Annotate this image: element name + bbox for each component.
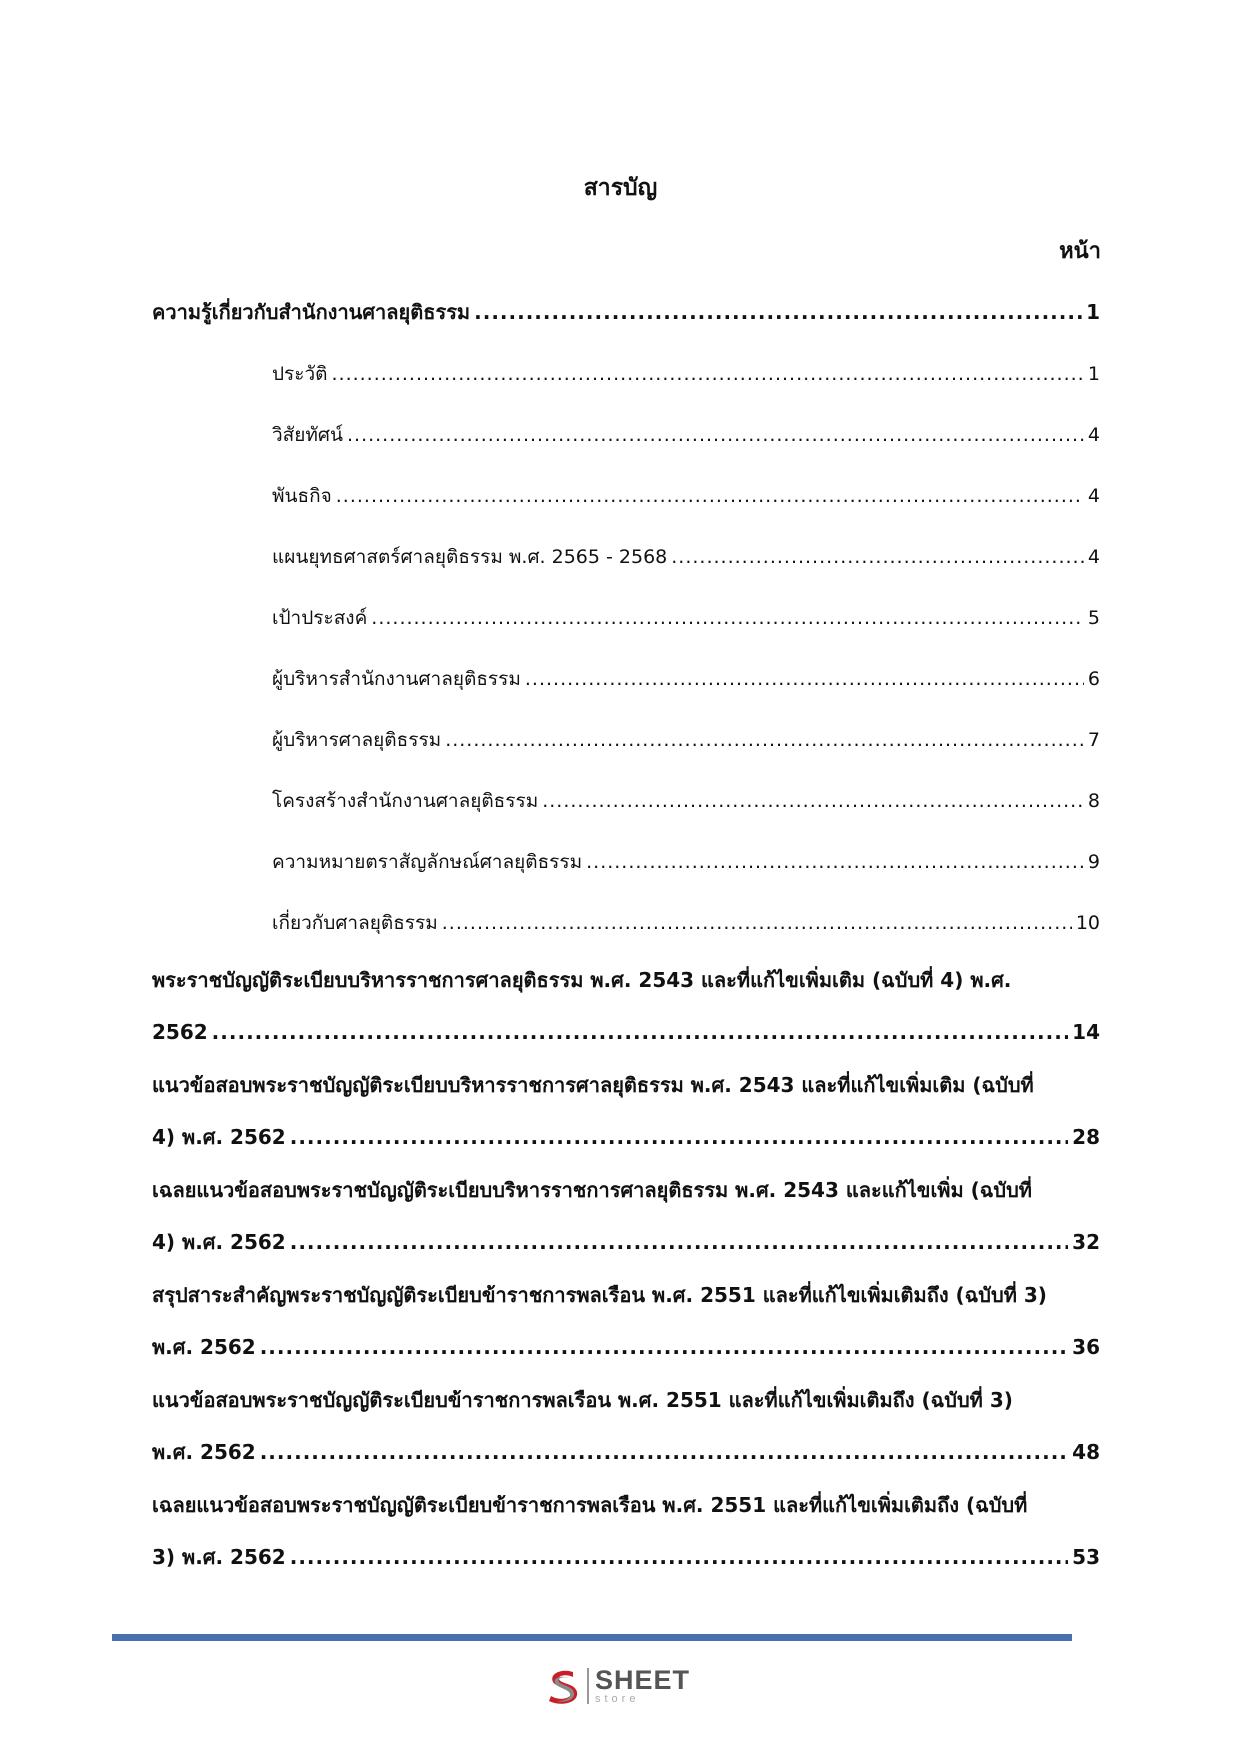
toc-entry-text: ผู้บริหารสำนักงานศาลยุติธรรม bbox=[272, 668, 521, 690]
toc-main-entry[interactable] bbox=[152, 280, 1100, 344]
toc-entry-text: โครงสร้างสำนักงานศาลยุติธรรม bbox=[272, 790, 539, 812]
toc-entry-text: ผู้บริหารศาลยุติธรรม bbox=[272, 729, 442, 751]
toc-page-number: 14 bbox=[1072, 1020, 1100, 1044]
toc-page-number: 6 bbox=[1087, 668, 1100, 690]
dot-leader bbox=[474, 280, 1082, 344]
toc-main-entry[interactable] bbox=[152, 954, 1100, 1059]
toc-entry-text: วิสัยทัศน์ bbox=[272, 424, 343, 446]
toc-main-entry[interactable] bbox=[152, 1269, 1100, 1374]
toc-entry-text-continued: พ.ศ. 2562 bbox=[152, 1335, 256, 1359]
toc-main-entry[interactable] bbox=[152, 1374, 1100, 1479]
toc-sub-entry[interactable] bbox=[152, 344, 1100, 405]
toc-entry-text: เฉลยแนวข้อสอบพระราชบัญญัติระเบียบบริหารราชการศาลยุติธรรม พ.ศ. 2543 และแก้ไขเพิ่ม (ฉบับที่ bbox=[152, 1178, 1032, 1202]
toc-main-entry[interactable] bbox=[152, 1479, 1100, 1584]
toc-entry-text: ความรู้เกี่ยวกับสำนักงานศาลยุติธรรม bbox=[152, 300, 471, 324]
dot-leader bbox=[260, 1321, 1068, 1373]
toc-sub-entry[interactable] bbox=[152, 466, 1100, 527]
toc-page-number: 1 bbox=[1086, 300, 1100, 324]
toc-page-number: 4 bbox=[1087, 424, 1100, 446]
toc-page-number: 4 bbox=[1087, 485, 1100, 507]
toc-entry-text: เฉลยแนวข้อสอบพระราชบัญญัติระเบียบข้าราชการพลเรือน พ.ศ. 2551 และที่แก้ไขเพิ่มเติมถึง (ฉบับที่ bbox=[152, 1493, 1028, 1517]
dot-leader bbox=[290, 1216, 1068, 1268]
toc-sub-entry[interactable] bbox=[152, 832, 1100, 893]
toc-page-number: 48 bbox=[1072, 1440, 1100, 1464]
toc-entry-text-continued: 4) พ.ศ. 2562 bbox=[152, 1230, 286, 1254]
dot-leader bbox=[212, 1006, 1068, 1058]
toc-entry-text: ประวัติ bbox=[272, 363, 328, 385]
table-of-contents bbox=[152, 280, 1100, 1584]
dot-leader bbox=[347, 405, 1084, 466]
toc-page-number: 53 bbox=[1072, 1545, 1100, 1569]
toc-sub-entry[interactable] bbox=[152, 771, 1100, 832]
toc-entry-text: เป้าประสงค์ bbox=[272, 607, 368, 629]
toc-entry-text: เกี่ยวกับศาลยุติธรรม bbox=[272, 912, 438, 934]
toc-sub-entry[interactable] bbox=[152, 710, 1100, 771]
dot-leader bbox=[371, 588, 1084, 649]
dot-leader bbox=[331, 344, 1083, 405]
dot-leader bbox=[445, 710, 1084, 771]
toc-entry-text-continued: 4) พ.ศ. 2562 bbox=[152, 1125, 286, 1149]
dot-leader bbox=[260, 1426, 1068, 1478]
toc-entry-text: ความหมายตราสัญลักษณ์ศาลยุติธรรม bbox=[272, 851, 583, 873]
toc-page-number: 9 bbox=[1087, 851, 1100, 873]
toc-page-number: 4 bbox=[1087, 546, 1100, 568]
toc-sub-entry[interactable] bbox=[152, 649, 1100, 710]
dot-leader bbox=[290, 1111, 1068, 1163]
toc-page-number: 36 bbox=[1072, 1335, 1100, 1359]
toc-entry-text-continued: 3) พ.ศ. 2562 bbox=[152, 1545, 286, 1569]
toc-page-number: 10 bbox=[1075, 912, 1100, 934]
logo-wordmark: SHEET bbox=[595, 1665, 691, 1695]
toc-sub-entry[interactable] bbox=[152, 893, 1100, 954]
toc-page-number: 5 bbox=[1087, 607, 1100, 629]
dot-leader bbox=[336, 466, 1084, 527]
toc-sub-entry[interactable] bbox=[152, 527, 1100, 588]
dot-leader bbox=[671, 527, 1084, 588]
dot-leader bbox=[290, 1531, 1068, 1583]
page-title: สารบัญ bbox=[583, 175, 658, 201]
dot-leader bbox=[442, 893, 1072, 954]
logo-separator bbox=[587, 1668, 589, 1704]
toc-entry-text: แผนยุทธศาสตร์ศาลยุติธรรม พ.ศ. 2565 - 2568 bbox=[272, 546, 668, 568]
toc-entry-text-continued: พ.ศ. 2562 bbox=[152, 1440, 256, 1464]
toc-page-number: 7 bbox=[1087, 729, 1100, 751]
dot-leader bbox=[525, 649, 1084, 710]
footer-divider-bar bbox=[112, 1634, 1072, 1641]
page-column-header: หน้า bbox=[1059, 239, 1101, 264]
toc-entry-text: แนวข้อสอบพระราชบัญญัติระเบียบข้าราชการพลเรือน พ.ศ. 2551 และที่แก้ไขเพิ่มเติมถึง (ฉบับที่ 3) bbox=[152, 1388, 1013, 1412]
sheet-store-logo bbox=[543, 1662, 690, 1710]
toc-entry-text-continued: 2562 bbox=[152, 1020, 208, 1044]
dot-leader bbox=[586, 832, 1084, 893]
toc-entry-text: พระราชบัญญัติระเบียบบริหารราชการศาลยุติธรรม พ.ศ. 2543 และที่แก้ไขเพิ่มเติม (ฉบับที่ 4) พ.ศ. bbox=[152, 968, 1012, 992]
toc-entry-text: พันธกิจ bbox=[272, 485, 332, 507]
toc-page-number: 28 bbox=[1072, 1125, 1100, 1149]
toc-page-number: 8 bbox=[1087, 790, 1100, 812]
dot-leader bbox=[542, 771, 1084, 832]
toc-sub-entry[interactable] bbox=[152, 588, 1100, 649]
sheet-store-logo-icon bbox=[543, 1666, 583, 1706]
toc-main-entry[interactable] bbox=[152, 1164, 1100, 1269]
toc-page-number: 1 bbox=[1087, 363, 1100, 385]
toc-page-number: 32 bbox=[1072, 1230, 1100, 1254]
toc-entry-text: แนวข้อสอบพระราชบัญญัติระเบียบบริหารราชการศาลยุติธรรม พ.ศ. 2543 และที่แก้ไขเพิ่มเติม (ฉบับที่ bbox=[152, 1073, 1034, 1097]
toc-main-entry[interactable] bbox=[152, 1059, 1100, 1164]
logo-subtext: store bbox=[595, 1693, 640, 1705]
toc-sub-entry[interactable] bbox=[152, 405, 1100, 466]
toc-entry-text: สรุปสาระสำคัญพระราชบัญญัติระเบียบข้าราชการพลเรือน พ.ศ. 2551 และที่แก้ไขเพิ่มเติมถึง (ฉบับที่ 3) bbox=[152, 1283, 1047, 1307]
